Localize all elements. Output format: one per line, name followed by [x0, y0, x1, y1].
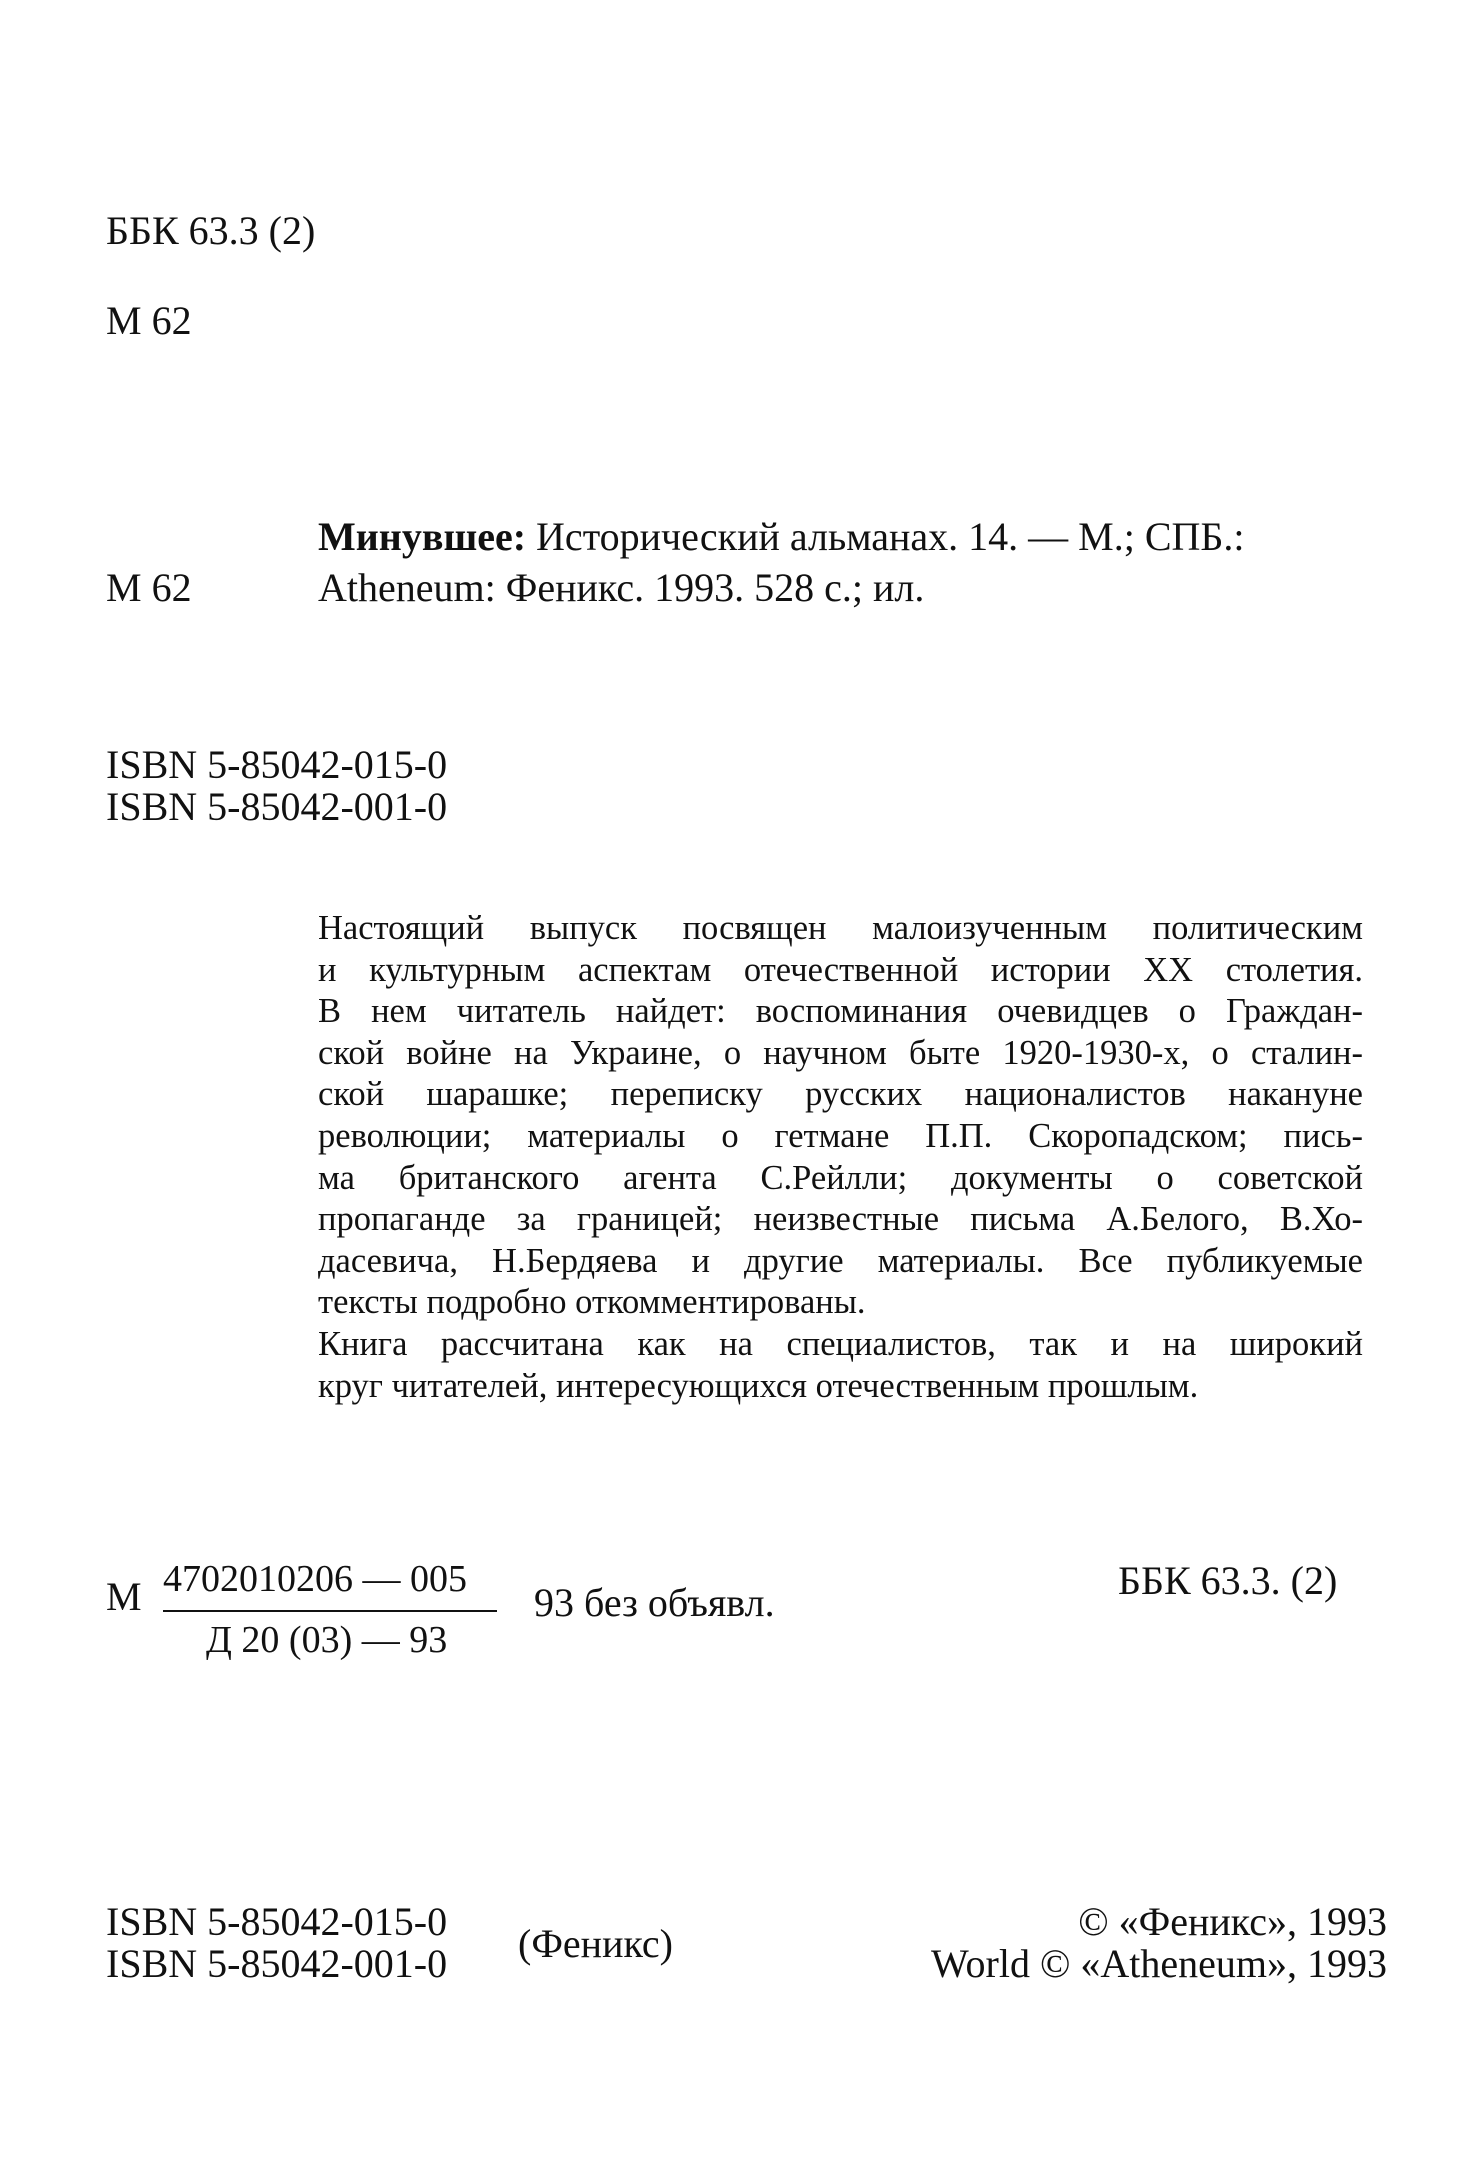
- classification-denominator: Д 20 (03) — 93: [206, 1619, 448, 1661]
- annotation: [318, 908, 1363, 1407]
- classification-numerator: 4702010206 — 005: [163, 1558, 467, 1600]
- bbk-code: ББК 63.3 (2): [106, 208, 316, 253]
- annotation-line: В нем читатель найдет: воспоминания очевидцев о Граждан-: [318, 992, 1363, 1031]
- annotation-line: революции; материалы о гетмане П.П. Скоропадском; пись-: [318, 1116, 1363, 1155]
- entry-title: Минувшее:: [318, 514, 527, 559]
- isbn-footer-2: ISBN 5-85042-001-0: [106, 1941, 448, 1986]
- annotation-line: круг читателей, интересующихся отечественным прошлым.: [318, 1366, 1199, 1405]
- entry-author-mark: М 62: [106, 565, 192, 610]
- annotation-line: Книга рассчитана как на специалистов, так и на широкий: [318, 1324, 1363, 1363]
- classification-bbk: ББК 63.3. (2): [1118, 1558, 1338, 1603]
- isbn-top-2: ISBN 5-85042-001-0: [106, 784, 448, 829]
- annotation-line: Настоящий выпуск посвящен малоизученным политическим: [318, 909, 1363, 947]
- copyright-2: World © «Atheneum», 1993: [931, 1941, 1387, 1986]
- copyright-1: © «Феникс», 1993: [1078, 1899, 1387, 1944]
- entry-line-1: [318, 513, 1245, 561]
- entry-line-2: Atheneum: Феникс. 1993. 528 с.; ил.: [318, 565, 925, 610]
- classification-letter: М: [106, 1574, 142, 1619]
- isbn-footer-1: ISBN 5-85042-015-0: [106, 1899, 448, 1944]
- annotation-line: ской войне на Украине, о научном быте 1920-1930-х, о сталин-: [318, 1033, 1363, 1072]
- annotation-line: дасевича, Н.Бердяева и другие материалы. Все публикуемые: [318, 1241, 1363, 1280]
- fraction-bar: [163, 1610, 497, 1612]
- annotation-line: тексты подробно откомментированы.: [318, 1283, 866, 1322]
- author-mark: М 62: [106, 298, 192, 343]
- annotation-line: ма британского агента С.Рейлли; документы о советской: [318, 1158, 1363, 1197]
- annotation-line: пропаганде за границей; неизвестные письма А.Белого, В.Хо-: [318, 1200, 1363, 1239]
- isbn-top-1: ISBN 5-85042-015-0: [106, 742, 448, 787]
- annotation-line: ской шарашке; переписку русских националистов накануне: [318, 1075, 1363, 1114]
- classification-note: 93 без объявл.: [534, 1580, 775, 1625]
- publisher-note: (Феникс): [518, 1921, 673, 1966]
- entry-title-rest: Исторический альманах. 14. — М.; СПБ.:: [526, 514, 1245, 559]
- annotation-line: и культурным аспектам отечественной истории XX столетия.: [318, 950, 1363, 989]
